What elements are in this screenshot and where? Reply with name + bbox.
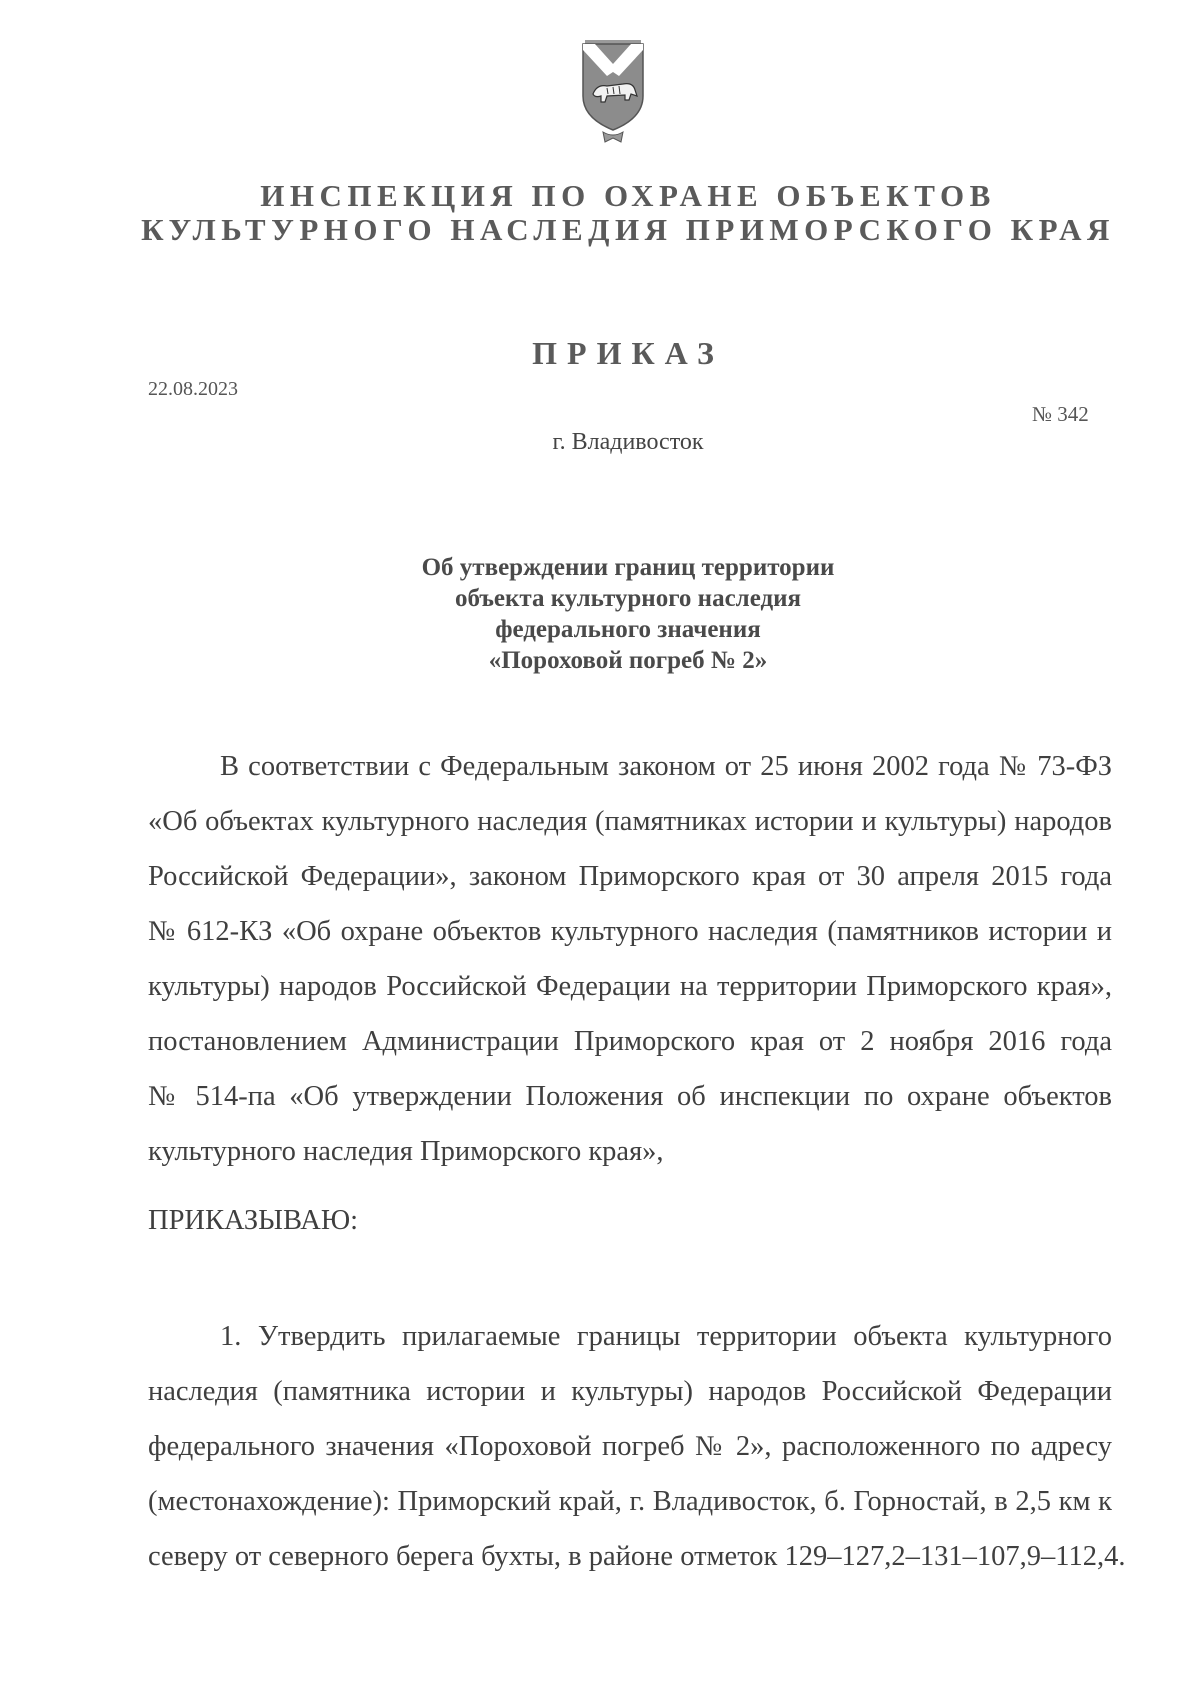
title-line: федерального значения [495, 616, 761, 643]
preamble-line: № 514-па «Об утверждении Положения об инспекции по охране объектов [148, 1081, 1112, 1112]
coat-of-arms-emblem [577, 34, 649, 146]
title-line: «Пороховой погреб № 2» [488, 647, 768, 674]
document-date: 22.08.2023 [148, 378, 238, 400]
item1-line: (местонахождение): Приморский край, г. Владивосток, б. Горностай, в 2,5 км к [148, 1486, 1112, 1517]
preamble-line: культурного наследия Приморского края», [148, 1136, 664, 1167]
preamble-line: В соответствии с Федеральным законом от 25 июня 2002 года № 73-ФЗ [220, 751, 1112, 782]
preamble-line: «Об объектах культурного наследия (памятниках истории и культуры) народов [148, 806, 1112, 837]
organization-name-line1: ИНСПЕКЦИЯ ПО ОХРАНЕ ОБЪЕКТОВ [260, 178, 996, 213]
item1-line: федерального значения «Пороховой погреб № 2», расположенного по адресу [148, 1431, 1112, 1462]
document-number: № 342 [1032, 402, 1089, 426]
preamble-line: № 612-КЗ «Об охране объектов культурного наследия (памятников истории и [148, 916, 1112, 947]
order-label: ПРИКАЗЫВАЮ: [148, 1205, 359, 1236]
document-title [0, 552, 1200, 676]
document-type: ПРИКАЗ [532, 335, 724, 371]
title-line: Об утверждении границ территории [421, 554, 835, 581]
preamble-line: культуры) народов Российской Федерации на территории Приморского края», [148, 971, 1112, 1002]
preamble-line: Российской Федерации», законом Приморского края от 30 апреля 2015 года [148, 861, 1112, 892]
preamble-line: постановлением Администрации Приморского края от 2 ноября 2016 года [148, 1026, 1112, 1057]
item1-line: наследия (памятника истории и культуры) народов Российской Федерации [148, 1376, 1112, 1407]
title-line: объекта культурного наследия [454, 585, 802, 612]
item1-line: северу от северного берега бухты, в районе отметок 129–127,2–131–107,9–112,4. [148, 1541, 1126, 1572]
item1-line: 1. Утвердить прилагаемые границы территории объекта культурного [220, 1321, 1112, 1352]
organization-name-line2: КУЛЬТУРНОГО НАСЛЕДИЯ ПРИМОРСКОГО КРАЯ [141, 212, 1115, 247]
document-city: г. Владивосток [552, 429, 704, 455]
